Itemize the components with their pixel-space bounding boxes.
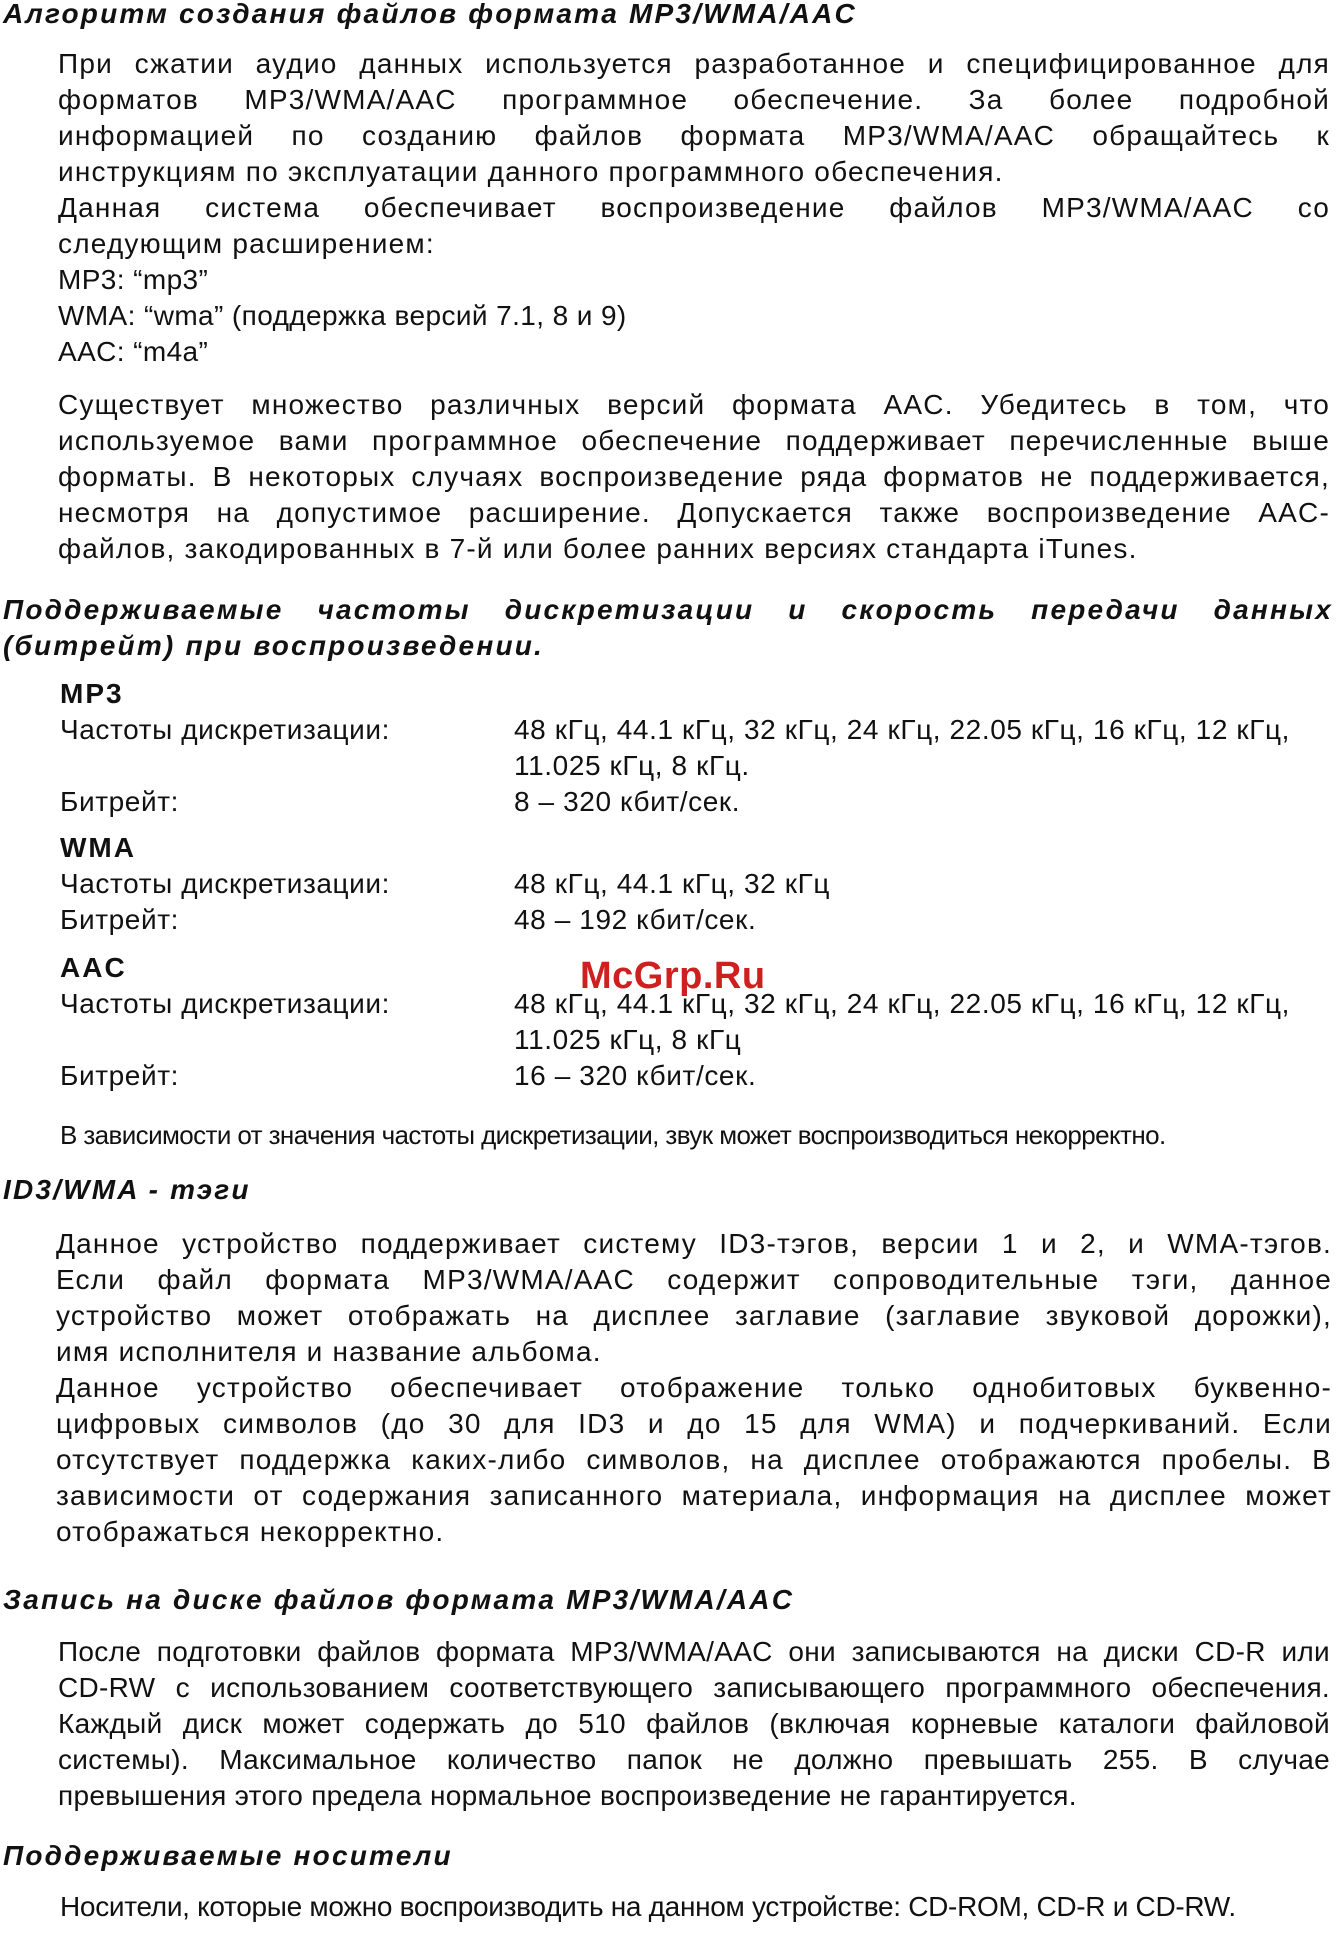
row-label: Частоты дискретизации: (60, 988, 391, 1019)
format-name: MP3 (60, 678, 124, 709)
value-line: 48 кГц, 44.1 кГц, 32 кГц, 24 кГц, 22.05 кГц, 16 кГц, 12 кГц, (514, 714, 1291, 745)
value-line: 48 кГц, 44.1 кГц, 32 кГц, 24 кГц, 22.05 кГц, 16 кГц, 12 кГц, (514, 988, 1291, 1019)
value-line: 11.025 кГц, 8 кГц (514, 1024, 742, 1055)
row-value (514, 712, 1330, 784)
watermark: McGrp.Ru (580, 955, 766, 997)
text-line: отображаться некорректно. (56, 1516, 445, 1547)
text-line: Каждый диск может содержать до 510 файлов (включая корневые каталоги файловой (58, 1708, 1330, 1739)
format-name: AAC (60, 952, 127, 983)
paragraph (56, 1226, 1332, 1370)
title-line: Поддерживаемые частоты дискретизации и скорость передачи данных (3, 594, 1333, 625)
text-line: несмотря на допустимое расширение. Допускается также воспроизведение AAC- (58, 497, 1330, 528)
table-row (60, 866, 1330, 902)
text-line: Данная система обеспечивает воспроизведение файлов MP3/WMA/AAC со (58, 192, 1330, 223)
text-line: превышения этого предела нормальное воспроизведение не гарантируется. (58, 1780, 1077, 1811)
text-line: Существует множество различных версий формата AAC. Убедитесь в том, что (58, 389, 1330, 420)
row-label: Битрейт: (60, 904, 180, 935)
row-label: Битрейт: (60, 786, 180, 817)
text-line: CD-RW с использованием соответствующего записывающего программного обеспечения. (58, 1672, 1330, 1703)
table-row (60, 1058, 1330, 1094)
paragraph (58, 1634, 1330, 1814)
table-row (60, 902, 1330, 938)
text-line: имя исполнителя и название альбома. (56, 1336, 602, 1367)
format-wma (60, 830, 1330, 938)
section-body-disc-recording (58, 1634, 1330, 1814)
section-title-id3-tags: ID3/WMA - тэги (3, 1174, 251, 1205)
table-row (60, 784, 1330, 820)
text-line: информацией по созданию файлов формата MP3/WMA/AAC обращайтесь к (58, 120, 1330, 151)
row-value: 48 кГц, 44.1 кГц, 32 кГц (514, 868, 830, 899)
text-line: Данное устройство поддерживает систему ID3-тэгов, версии 1 и 2, и WMA-тэгов. (56, 1228, 1332, 1259)
sample-rate-note: В зависимости от значения частоты дискретизации, звук может воспроизводиться некорректно. (60, 1120, 1166, 1150)
table-row (60, 712, 1330, 784)
row-label: Частоты дискретизации: (60, 868, 391, 899)
section-title-sample-rates (3, 592, 1333, 664)
row-value: 48 – 192 кбит/сек. (514, 904, 757, 935)
row-label: Частоты дискретизации: (60, 714, 391, 745)
text-line: системы). Максимальное количество папок не должно превышать 255. В случае (58, 1744, 1330, 1775)
text-line: зависимости от содержания записанного материала, информация на дисплее может (56, 1480, 1332, 1511)
extension-item: WMA: “wma” (поддержка версий 7.1, 8 и 9) (58, 300, 627, 331)
row-value: 16 – 320 кбит/сек. (514, 1060, 757, 1091)
title-line: (битрейт) при воспроизведении. (3, 630, 545, 661)
text-line: отсутствует поддержка каких-либо символов, на дисплее отображаются пробелы. В (56, 1444, 1332, 1475)
format-table (60, 676, 1330, 1094)
row-value: 8 – 320 кбит/сек. (514, 786, 741, 817)
text-line: цифровых символов (до 30 для ID3 и до 15 для WMA) и подчеркиваний. Если (56, 1408, 1332, 1439)
format-mp3 (60, 676, 1330, 820)
extension-item: AAC: “m4a” (58, 336, 209, 367)
section-body-id3-tags (56, 1226, 1332, 1550)
section-body-mp3-algorithm (58, 46, 1330, 567)
section-title-supported-media: Поддерживаемые носители (3, 1840, 453, 1871)
section-title-mp3-algorithm: Алгоритм создания файлов формата MP3/WMA/AAC (3, 0, 857, 29)
section-title-disc-recording: Запись на диске файлов формата MP3/WMA/AAC (3, 1584, 795, 1615)
supported-media-text: Носители, которые можно воспроизводить на данном устройстве: CD-ROM, CD-R и CD-RW. (60, 1891, 1236, 1922)
text-line: файлов, закодированных в 7-й или более ранних версиях стандарта iTunes. (58, 533, 1138, 564)
row-label: Битрейт: (60, 1060, 180, 1091)
text-line: устройство может отображать на дисплее заглавие (заглавие звуковой дорожки), (56, 1300, 1332, 1331)
value-line: 11.025 кГц, 8 кГц. (514, 750, 750, 781)
text-line: При сжатии аудио данных используется разработанное и специфицированное для (58, 48, 1330, 79)
extension-list (58, 262, 1330, 370)
extension-item: MP3: “mp3” (58, 264, 209, 295)
text-line: Данное устройство обеспечивает отображение только однобитовых буквенно- (56, 1372, 1332, 1403)
text-line: следующим расширением: (58, 228, 435, 259)
text-line: форматов MP3/WMA/AAC программное обеспечение. За более подробной (58, 84, 1330, 115)
text-line: Если файл формата MP3/WMA/AAC содержит сопроводительные тэги, данное (56, 1264, 1332, 1295)
text-line: инструкциям по эксплуатации данного программного обеспечения. (58, 156, 1004, 187)
text-line: После подготовки файлов формата MP3/WMA/AAC они записываются на диски CD-R или (58, 1636, 1330, 1667)
format-name: WMA (60, 832, 136, 863)
paragraph (58, 190, 1330, 262)
text-line: используемое вами программное обеспечение поддерживает перечисленные выше (58, 425, 1330, 456)
paragraph (56, 1370, 1332, 1550)
paragraph (58, 46, 1330, 190)
text-line: форматы. В некоторых случаях воспроизведение ряда форматов не поддерживается, (58, 461, 1330, 492)
paragraph (58, 387, 1330, 567)
